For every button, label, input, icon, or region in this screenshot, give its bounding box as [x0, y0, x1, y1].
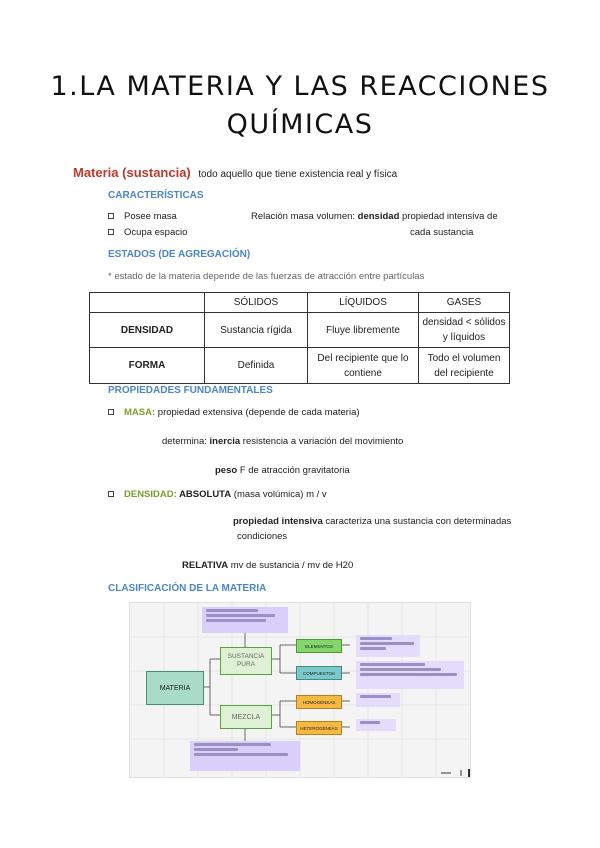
table-row [90, 313, 510, 348]
table-cell: Todo el volumen del recipiente [419, 348, 510, 384]
relativa-bold: RELATIVA [182, 560, 229, 571]
inercia-bold: inercia [209, 436, 241, 447]
table-cell: Fluye libremente [308, 313, 419, 348]
estados-note: * estado de la materia depende de las fuerzas de atracción entre partículas [108, 271, 425, 282]
relativa-line [182, 560, 353, 571]
note-box [356, 661, 464, 689]
absoluta-text: (masa volúmica) m / v [231, 489, 327, 500]
table-header: SÓLIDOS [205, 293, 308, 313]
compuestos-box: COMPUESTOS [296, 666, 342, 680]
note-box [190, 741, 300, 771]
intensiva-bold: propiedad intensiva [233, 516, 323, 527]
intensiva-line-2: condiciones [237, 531, 288, 542]
relation-suffix: propiedad intensiva de [399, 211, 498, 222]
estados-heading: ESTADOS (DE AGREGACIÓN) [108, 249, 251, 260]
note-box [356, 635, 420, 657]
bullet-icon [108, 409, 114, 415]
list-item-text: Ocupa espacio [124, 227, 188, 238]
sustancia-pura-box: SUSTANCIA PURA [220, 647, 272, 675]
list-item [108, 407, 360, 418]
row-label: FORMA [90, 348, 205, 384]
definition-text: todo aquello que tiene existencia real y física [198, 169, 398, 180]
list-item-text: Posee masa [124, 211, 177, 222]
note-box [356, 719, 396, 731]
bullet-icon [108, 491, 114, 497]
masa-text: propiedad extensiva (depende de cada materia) [155, 407, 360, 418]
title-line-1: 1.LA MATERIA Y LAS REACCIONES [50, 71, 550, 102]
homogeneas-box: HOMOGÉNEAS [296, 695, 342, 709]
peso-line [215, 465, 350, 476]
definition-term: Materia (sustancia) [73, 165, 191, 180]
relation-bold: densidad [357, 211, 400, 222]
table-header-row [90, 293, 510, 313]
densidad-label: DENSIDAD: [124, 489, 177, 500]
bullet-icon [108, 213, 114, 219]
title-line-2: QUÍMICAS [226, 109, 374, 140]
row-label: DENSIDAD [90, 313, 205, 348]
note-box [202, 607, 288, 633]
table-cell: densidad < sólidos y líquidos [419, 313, 510, 348]
inercia-prefix: determina: [162, 436, 210, 447]
peso-bold: peso [215, 465, 238, 476]
page-title [0, 68, 600, 144]
states-table [89, 292, 510, 384]
intensiva-text: caracteriza una sustancia con determinadas [322, 516, 512, 527]
heterogeneas-box: HETEROGÉNEAS [296, 721, 342, 735]
note-box [356, 693, 400, 707]
intensiva-line [233, 516, 511, 527]
relation-prefix: Relación masa volumen: [251, 211, 358, 222]
bullet-icon [108, 229, 114, 235]
list-item [108, 489, 327, 500]
materia-box: MATERIA [146, 671, 204, 705]
elementos-box: ELEMENTOS [296, 639, 342, 653]
toolbar-icon [437, 769, 473, 777]
diagram-toolbar [437, 764, 473, 772]
table-header: LÍQUIDOS [308, 293, 419, 313]
table-cell: Del recipiente que lo contiene [308, 348, 419, 384]
table-cell: Definida [205, 348, 308, 384]
table-header [90, 293, 205, 313]
list-item [108, 211, 177, 222]
peso-text: F de atracción gravitatoria [237, 465, 350, 476]
table-cell: Sustancia rígida [205, 313, 308, 348]
list-item [108, 227, 187, 238]
relation-text [251, 211, 498, 222]
relation-line-2: cada sustancia [410, 227, 474, 238]
propiedades-heading: PROPIEDADES FUNDAMENTALES [108, 385, 273, 396]
definition [73, 164, 397, 182]
table-header: GASES [419, 293, 510, 313]
clasificacion-heading: CLASIFICACIÓN DE LA MATERIA [108, 583, 267, 594]
relativa-text: mv de sustancia / mv de H20 [228, 560, 354, 571]
classification-diagram [129, 602, 471, 778]
absoluta-bold: ABSOLUTA [176, 489, 232, 500]
masa-label: MASA: [124, 407, 156, 418]
inercia-text: resistencia a variación del movimiento [240, 436, 404, 447]
mezcla-box: MEZCLA [220, 705, 272, 729]
caracteristicas-heading: CARACTERÍSTICAS [108, 190, 204, 201]
inercia-line [162, 436, 403, 447]
table-row [90, 348, 510, 384]
